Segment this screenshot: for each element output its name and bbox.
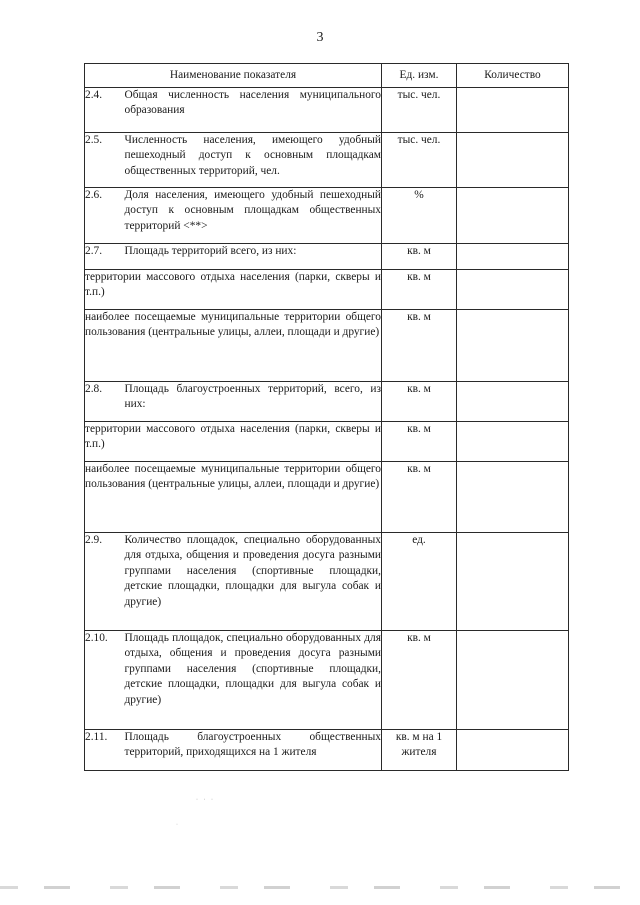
- table-row: [85, 310, 569, 382]
- row-number: 2.8.: [85, 382, 125, 422]
- row-quantity-cell: [457, 270, 569, 310]
- row-quantity-cell: [457, 631, 569, 730]
- page-number: 3: [316, 30, 324, 45]
- row-unit: кв. м: [382, 382, 457, 422]
- header-quantity: Количество: [457, 64, 569, 88]
- row-quantity-cell: [457, 462, 569, 533]
- row-unit: ед.: [382, 533, 457, 631]
- row-number: 2.7.: [85, 244, 125, 270]
- table-row: [85, 533, 569, 631]
- row-quantity-cell: [457, 310, 569, 382]
- row-quantity-cell: [457, 382, 569, 422]
- row-name: Площадь площадок, специально оборудованных для отдыха, общения и проведения досуга разными группами населения (спортивные площадки, детские площадки, площадки для выгула собак и другие): [125, 631, 382, 730]
- indicators-table: [84, 63, 569, 771]
- row-name: Доля населения, имеющего удобный пешеходный доступ к основным площадкам общественных территорий <**>: [125, 188, 382, 244]
- scan-edge-artifact: [0, 886, 640, 889]
- header-unit: Ед. изм.: [382, 64, 457, 88]
- row-number: 2.11.: [85, 730, 125, 771]
- row-quantity-cell: [457, 422, 569, 462]
- row-quantity-cell: [457, 133, 569, 188]
- table-row: [85, 462, 569, 533]
- table-row: [85, 188, 569, 244]
- table-row: [85, 422, 569, 462]
- row-unit: %: [382, 188, 457, 244]
- header-name: Наименование показателя: [85, 64, 382, 88]
- table-row: [85, 244, 569, 270]
- row-unit: кв. м: [382, 244, 457, 270]
- row-name: Площадь территорий всего, из них:: [125, 244, 382, 270]
- row-unit: кв. м: [382, 310, 457, 382]
- row-name: Общая численность населения муниципального образования: [125, 88, 382, 133]
- row-number: 2.6.: [85, 188, 125, 244]
- table-header-row: [85, 64, 569, 88]
- row-number: 2.4.: [85, 88, 125, 133]
- row-number: 2.5.: [85, 133, 125, 188]
- row-name: территории массового отдыха населения (парки, скверы и т.п.): [85, 422, 382, 462]
- table-row: [85, 631, 569, 730]
- table-row: [85, 270, 569, 310]
- row-unit: кв. м: [382, 422, 457, 462]
- table-row: [85, 730, 569, 771]
- table-row: [85, 382, 569, 422]
- row-name: территории массового отдыха населения (парки, скверы и т.п.): [85, 270, 382, 310]
- row-name: Площадь благоустроенных общественных территорий, приходящихся на 1 жителя: [125, 730, 382, 771]
- row-name: наиболее посещаемые муниципальные территории общего пользования (центральные улицы, аллеи, площади и другие): [85, 462, 382, 533]
- row-name: Площадь благоустроенных территорий, всего, из них:: [125, 382, 382, 422]
- row-name: Численность населения, имеющего удобный пешеходный доступ к основным площадкам общественных территорий, чел.: [125, 133, 382, 188]
- row-quantity-cell: [457, 188, 569, 244]
- row-number: 2.9.: [85, 533, 125, 631]
- row-quantity-cell: [457, 533, 569, 631]
- row-number: 2.10.: [85, 631, 125, 730]
- scan-artifact: · · ·: [196, 797, 215, 803]
- table-row: [85, 88, 569, 133]
- row-quantity-cell: [457, 730, 569, 771]
- table-row: [85, 133, 569, 188]
- row-unit: кв. м: [382, 462, 457, 533]
- scan-artifact: ·: [176, 822, 178, 828]
- row-unit: кв. м: [382, 631, 457, 730]
- row-name: наиболее посещаемые муниципальные территории общего пользования (центральные улицы, аллеи, площади и другие): [85, 310, 382, 382]
- row-unit: тыс. чел.: [382, 88, 457, 133]
- row-name: Количество площадок, специально оборудованных для отдыха, общения и проведения досуга разными группами населения (спортивные площадки, детские площадки, площадки для выгула собак и другие): [125, 533, 382, 631]
- row-unit: тыс. чел.: [382, 133, 457, 188]
- row-unit: кв. м на 1 жителя: [382, 730, 457, 771]
- row-quantity-cell: [457, 244, 569, 270]
- row-quantity-cell: [457, 88, 569, 133]
- row-unit: кв. м: [382, 270, 457, 310]
